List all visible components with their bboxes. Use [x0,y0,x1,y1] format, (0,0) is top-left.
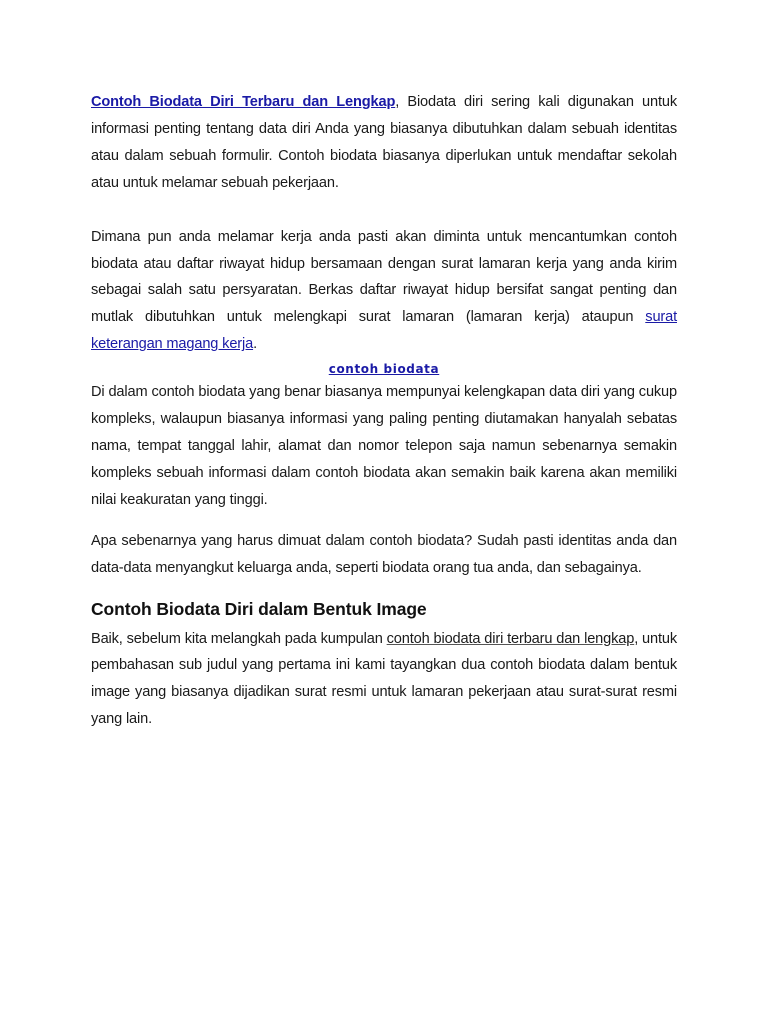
title-link[interactable]: Contoh Biodata Diri Terbaru dan Lengkap [91,94,396,110]
paragraph-text: , Biodata diri sering kali digunakan untuk informasi penting tentang data diri Anda yang biasanya dibutuhkan dalam sebuah identitas atau dalam sebuah formulir. Contoh biodata biasanya diperlukan untuk mendaftar sekolah atau untuk melamar sebuah pekerjaan. [91,94,677,191]
biodata-collection-link[interactable]: contoh biodata diri terbaru dan lengkap [386,630,635,647]
paragraph-text: Baik, sebelum kita melangkah pada kumpulan [91,630,387,647]
image-caption [91,360,677,378]
paragraph-text: Apa sebenarnya yang harus dimuat dalam contoh biodata? Sudah pasti identitas anda dan data-data menyangkut keluarga anda, seperti biodata orang tua anda, dan sebagainya. [91,532,677,576]
paragraph-text: Di dalam contoh biodata yang benar biasanya mempunyai kelengkapan data diri yang cukup kompleks, walaupun biasanya informasi yang paling penting diutamakan hanyalah sebatas nama, tempat tanggal lahir, alamat dan nomor telepon saja namun sebenarnya semakin kompleks sebuah informasi dalam contoh biodata akan semakin baik karena akan memiliki nilai keakuratan yang tinggi. [91,384,677,508]
paragraph-text-end: . [253,336,257,353]
paragraph-contents [91,528,677,582]
document-body [91,89,677,733]
paragraph-text-end: , untuk pembahasan sub judul yang pertama ini kami tayangkan dua contoh biodata dalam bentuk image yang biasanya dijadikan surat resmi untuk lamaran pekerjaan atau surat-surat resmi yang lain. [91,630,677,728]
internship-letter-link[interactable]: surat keterangan magang kerja [91,309,677,353]
paragraph-text: Dimana pun anda melamar kerja anda pasti akan diminta untuk mencantumkan contoh biodata atau daftar riwayat hidup bersamaan dengan surat lamaran kerja yang anda kirim sebagai salah satu persyaratan. Berkas daftar riwayat hidup bersifat sangat penting dan mutlak dibutuhkan untuk melengkapi surat lamaran (lamaran kerja) ataupun [91,228,677,326]
paragraph-intro [91,89,677,197]
section-heading: Contoh Biodata Diri dalam Bentuk Image [91,598,427,619]
paragraph-apply [91,224,677,359]
paragraph-completeness [91,379,677,514]
paragraph-image-section [91,626,677,734]
caption-link[interactable]: contoh biodata [328,362,440,377]
